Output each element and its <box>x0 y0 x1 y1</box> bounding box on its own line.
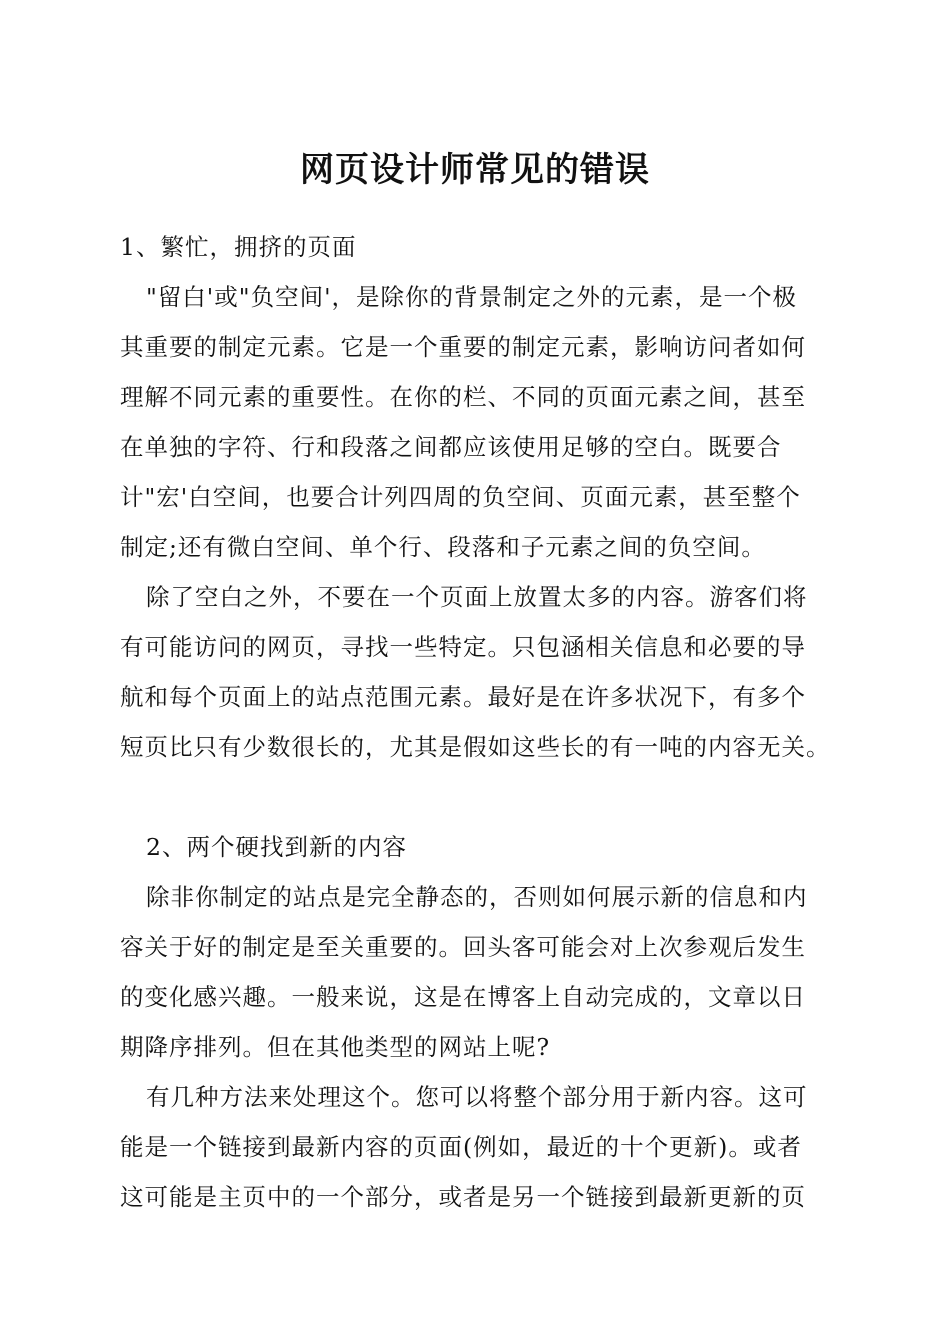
paragraph-line: 有可能访问的网页，寻找一些特定。只包涵相关信息和必要的导 <box>120 633 806 661</box>
paragraph-line: 计"宏'白空间，也要合计列四周的负空间、页面元素，甚至整个 <box>120 483 801 511</box>
document-title: 网页设计师常见的错误 <box>300 150 650 190</box>
paragraph-line: 有几种方法来处理这个。您可以将整个部分用于新内容。这可 <box>146 1083 808 1111</box>
paragraph-line: 制定;还有微白空间、单个行、段落和子元素之间的负空间。 <box>120 533 766 561</box>
paragraph-spacer <box>120 772 838 822</box>
paragraph <box>120 572 838 772</box>
paragraph-line: 除非你制定的站点是完全静态的，否则如何展示新的信息和内 <box>146 883 808 911</box>
paragraph-line: 这可能是主页中的一个部分，或者是另一个链接到最新更新的页 <box>120 1183 806 1211</box>
paragraph-line: 其重要的制定元素。它是一个重要的制定元素，影响访问者如何 <box>120 333 806 361</box>
paragraph-line: 的变化感兴趣。一般来说，这是在博客上自动完成的，文章以日 <box>120 983 806 1011</box>
section-heading: 2、两个硬找到新的内容 <box>146 833 407 861</box>
section-heading: 1、繁忙，拥挤的页面 <box>120 233 357 261</box>
paragraph-line: 期降序排列。但在其他类型的网站上呢? <box>120 1033 551 1061</box>
paragraph-line: 在单独的字符、行和段落之间都应该使用足够的空白。既要合 <box>120 433 782 461</box>
paragraph-line: 理解不同元素的重要性。在你的栏、不同的页面元素之间，甚至 <box>120 383 806 411</box>
paragraph-line: "留白'或"负空间'，是除你的背景制定之外的元素，是一个极 <box>146 283 798 311</box>
paragraph-line: 能是一个链接到最新内容的页面(例如，最近的十个更新)。或者 <box>120 1133 802 1161</box>
paragraph <box>120 1072 838 1222</box>
paragraph-line: 容关于好的制定是至关重要的。回头客可能会对上次参观后发生 <box>120 933 806 961</box>
paragraph <box>120 272 838 572</box>
document-body <box>120 222 838 1222</box>
paragraph <box>120 872 838 1072</box>
paragraph-line: 航和每个页面上的站点范围元素。最好是在许多状况下，有多个 <box>120 683 806 711</box>
paragraph-line: 短页比只有少数很长的，尤其是假如这些长的有一吨的内容无关。 <box>120 733 831 761</box>
paragraph-line: 除了空白之外，不要在一个页面上放置太多的内容。游客们将 <box>146 583 808 611</box>
